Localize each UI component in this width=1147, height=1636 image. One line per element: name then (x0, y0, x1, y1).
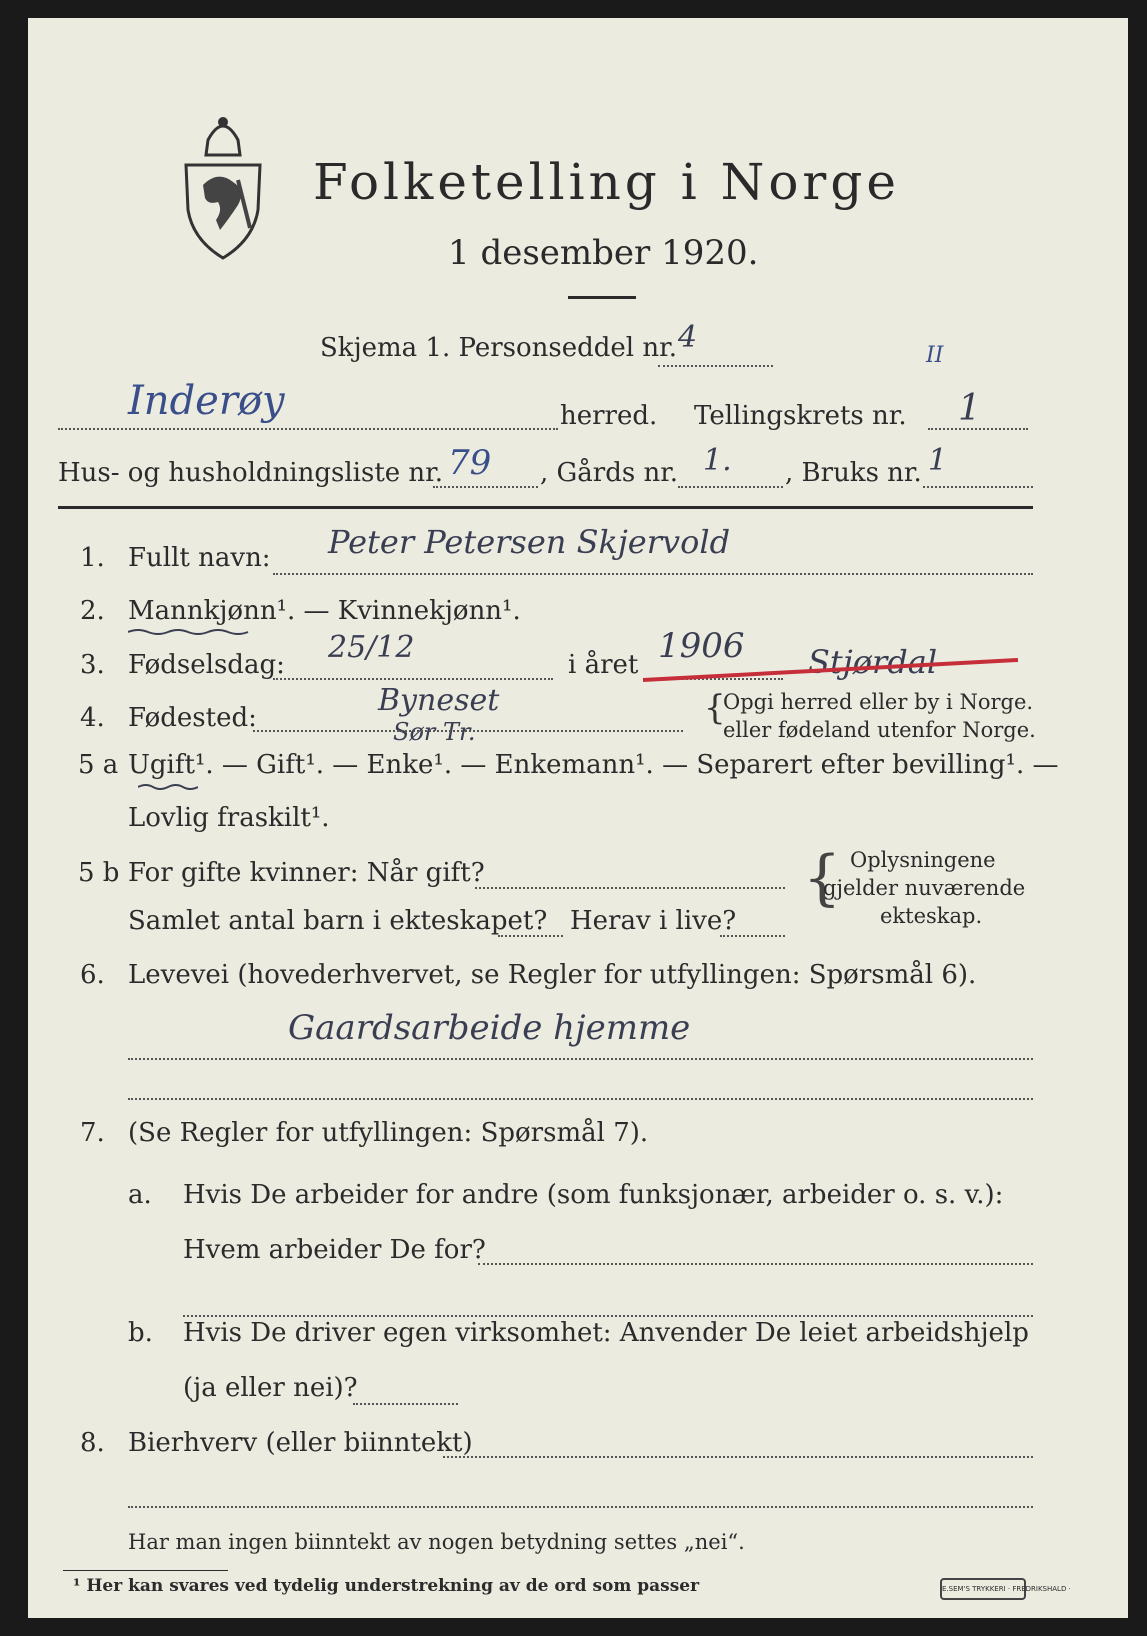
footnote: ¹ Her kan svares ved tydelig understrekning av de ord som passer (73, 1576, 700, 1596)
coat-of-arms-emblem (178, 110, 268, 260)
q5b-children-label: Samlet antal barn i ekteskapet? (128, 906, 548, 936)
q7b-label: Hvis De driver egen virksomhet: Anvender De leiet arbeidshjelp (183, 1318, 1029, 1348)
husliste-value: 79 (448, 443, 492, 483)
q3-extra-note: Stjørdal (808, 643, 938, 681)
q4-label: Fødested: (128, 703, 257, 733)
q3-number: 3. (80, 650, 105, 680)
q5b-brace: { (803, 843, 842, 913)
q6-number: 6. (80, 960, 105, 990)
q3-label: Fødselsdag: (128, 650, 285, 680)
q5b-note-line2: gjelder nuværende (823, 876, 1026, 900)
husliste-label: Hus- og husholdningsliste nr. (58, 458, 444, 488)
q4-note-line1: Opgi herred eller by i Norge. (723, 690, 1034, 714)
q7-label: (Se Regler for utfyllingen: Spørsmål 7). (128, 1118, 649, 1148)
schema-label: Skjema 1. Personseddel nr. (320, 333, 677, 363)
q3-birth-year: 1906 (658, 626, 745, 666)
q2-label: Mannkjønn¹. — Kvinnekjønn¹. (128, 596, 521, 626)
q8-number: 8. (80, 1428, 105, 1458)
gards-value: 1. (703, 443, 732, 478)
bruks-label: , Bruks nr. (785, 458, 922, 488)
herred-label: herred. (560, 401, 658, 431)
q2-number: 2. (80, 596, 105, 626)
q4-number: 4. (80, 703, 105, 733)
footer-note: Har man ingen biinntekt av nogen betydning settes „nei“. (128, 1530, 745, 1554)
q4-birthplace: Byneset (378, 683, 500, 718)
q5b-note-line1: Oplysningene (850, 848, 996, 872)
q3-birthday: 25/12 (328, 630, 415, 665)
q5a-number: 5 a (78, 750, 119, 780)
q3-year-label: i året (568, 650, 639, 680)
form-title: Folketelling i Norge (313, 153, 900, 211)
q5a-underline-mark (138, 776, 198, 784)
census-date: 1 desember 1920. (448, 233, 759, 273)
q8-label: Bierhverv (eller biinntekt) (128, 1428, 473, 1458)
tellingskrets-extra: II (926, 343, 944, 368)
herred-value: Inderøy (128, 378, 285, 424)
q5b-label: For gifte kvinner: Når gift? (128, 858, 485, 888)
gards-label: , Gårds nr. (540, 458, 679, 488)
tellingskrets-label: Tellingskrets nr. (694, 401, 907, 431)
q1-number: 1. (80, 543, 105, 573)
q5a-label-cont: Lovlig fraskilt¹. (128, 803, 330, 833)
red-pencil-mark (638, 658, 1018, 688)
q6-label: Levevei (hovederhvervet, se Regler for utfyllingen: Spørsmål 6). (128, 960, 977, 990)
q5b-number: 5 b (78, 858, 120, 888)
q5b-note-line3: ekteskap. (880, 904, 983, 928)
q4-birthplace-region: Sør Tr. (393, 718, 476, 746)
q7b-label-cont: (ja eller nei)? (183, 1373, 358, 1403)
tellingskrets-value: 1 (958, 388, 981, 429)
q4-brace: { (704, 688, 726, 728)
q4-note-line2: eller fødeland utenfor Norge. (723, 718, 1036, 742)
q7a-label: Hvis De arbeider for andre (som funksjonær, arbeider o. s. v.): (183, 1180, 1004, 1210)
schema-value: 4 (678, 320, 698, 355)
title-divider (568, 296, 636, 299)
footnote-rule (63, 1570, 228, 1571)
q1-full-name: Peter Petersen Skjervold (328, 523, 731, 561)
census-form (28, 18, 1128, 1618)
bruks-value: 1 (928, 443, 948, 478)
header-divider (58, 506, 1033, 509)
q1-label: Fullt navn: (128, 543, 271, 573)
printer-stamp: E.SEM'S TRYKKERI · FREDRIKSHALD · (940, 1578, 1026, 1600)
q2-underline-mark (128, 621, 258, 629)
q6-occupation: Gaardsarbeide hjemme (288, 1008, 691, 1048)
q7-number: 7. (80, 1118, 105, 1148)
q7b-letter: b. (128, 1318, 153, 1348)
q7a-employer-label: Hvem arbeider De for? (183, 1235, 486, 1265)
q5b-alive-label: Herav i live? (570, 906, 737, 936)
q5a-label: Ugift¹. — Gift¹. — Enke¹. — Enkemann¹. — Separert efter bevilling¹. — (128, 750, 1059, 780)
q7a-letter: a. (128, 1180, 152, 1210)
